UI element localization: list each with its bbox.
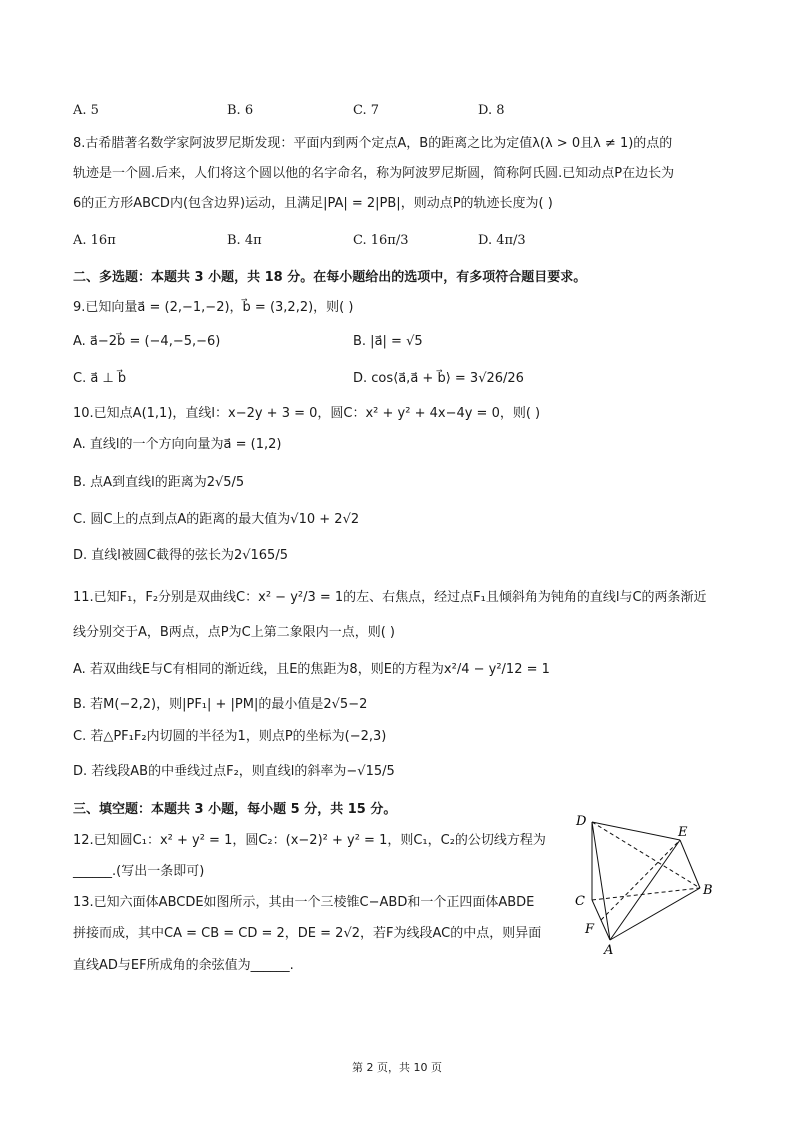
q11-option-a: A. 若双曲线E与C有相同的渐近线，且E的焦距为8，则E的方程为x²/4 − y²/12 = 1 xyxy=(73,662,550,677)
q13-line-1: 13.已知六面体ABCDE如图所示，其由一个三棱锥C−ABD和一个正四面体ABDE xyxy=(73,895,535,910)
label-a: A xyxy=(604,943,614,958)
label-f: F xyxy=(585,922,595,937)
q7-option-a: A. 5 xyxy=(73,103,99,118)
q8-option-b: B. 4π xyxy=(227,233,262,248)
q8-option-c: C. 16π/3 xyxy=(353,233,409,248)
q8-line-2: 轨迹是一个圆.后来，人们将这个圆以他的名字命名，称为阿波罗尼斯圆，简称阿氏圆.已知动点P在边长为 xyxy=(73,166,675,181)
q7-option-b: B. 6 xyxy=(227,103,254,118)
label-c: C xyxy=(575,894,585,909)
label-e: E xyxy=(678,825,688,840)
label-d: D xyxy=(576,814,587,829)
q10-stem: 10.已知点A(1,1)，直线l：x−2y + 3 = 0，圆C：x² + y² + 4x−4y = 0，则( ) xyxy=(73,406,541,421)
q10-option-a: A. 直线l的一个方向向量为a⃗ = (1,2) xyxy=(73,437,282,452)
page-footer: 第 2 页，共 10 页 xyxy=(352,1061,442,1074)
q11-option-d: D. 若线段AB的中垂线过点F₂，则直线l的斜率为−√15/5 xyxy=(73,764,395,779)
q10-option-c: C. 圆C上的点到点A的距离的最大值为√10 + 2√2 xyxy=(73,512,360,527)
q9-option-d: D. cos⟨a⃗,a⃗ + b⃗⟩ = 3√26/26 xyxy=(353,371,524,386)
edge-de xyxy=(592,822,680,840)
edge-da xyxy=(592,822,610,940)
q10-option-b: B. 点A到直线l的距离为2√5/5 xyxy=(73,475,245,490)
q13-line-2: 拼接而成，其中CA = CB = CD = 2，DE = 2√2，若F为线段AC的中点，则异面 xyxy=(73,926,542,941)
q9-option-c: C. a⃗ ⊥ b⃗ xyxy=(73,371,127,386)
q9-stem: 9.已知向量a⃗ = (2,−1,−2)，b⃗ = (3,2,2)，则( ) xyxy=(73,300,354,315)
edge-ba xyxy=(610,888,700,940)
q9-option-a: A. a⃗−2b⃗ = (−4,−5,−6) xyxy=(73,334,221,349)
q11-line-1: 11.已知F₁，F₂分别是双曲线C：x² − y²/3 = 1的左、右焦点，经过点F₁且倾斜角为钝角的直线l与C的两条渐近 xyxy=(73,590,707,605)
edge-ea xyxy=(610,840,680,940)
q8-option-a: A. 16π xyxy=(73,233,116,248)
q7-option-d: D. 8 xyxy=(478,103,505,118)
q12-line-2: ______.(写出一条即可) xyxy=(73,864,205,879)
q8-option-d: D. 4π/3 xyxy=(478,233,526,248)
q11-option-b: B. 若M(−2,2)，则|PF₁| + |PM|的最小值是2√5−2 xyxy=(73,697,368,712)
q10-option-d: D. 直线l被圆C截得的弦长为2√165/5 xyxy=(73,548,288,563)
q8-line-1: 8.古希腊著名数学家阿波罗尼斯发现：平面内到两个定点A，B的距离之比为定值λ(λ > 0且λ ≠ 1)的点的 xyxy=(73,136,673,151)
q13-line-3: 直线AD与EF所成角的余弦值为______. xyxy=(73,958,294,973)
section-3-heading: 三、填空题：本题共 3 小题，每小题 5 分，共 15 分。 xyxy=(73,802,397,817)
q9-option-b: B. |a⃗| = √5 xyxy=(353,334,423,349)
section-2-heading: 二、多选题：本题共 3 小题，共 18 分。在每小题给出的选项中，有多项符合题目要求。 xyxy=(73,270,587,285)
q11-option-c: C. 若△PF₁F₂内切圆的半径为1，则点P的坐标为(−2,3) xyxy=(73,729,387,744)
q7-option-c: C. 7 xyxy=(353,103,380,118)
q12-line-1: 12.已知圆C₁：x² + y² = 1，圆C₂：(x−2)² + y² = 1，则C₁，C₂的公切线方程为 xyxy=(73,833,546,848)
hexahedron-figure xyxy=(570,808,720,958)
q11-line-2: 线分别交于A，B两点，点P为C上第二象限内一点，则( ) xyxy=(73,625,396,640)
label-b: B xyxy=(703,883,713,898)
edge-cb xyxy=(592,888,700,900)
edge-eb xyxy=(680,840,700,888)
q8-line-3: 6的正方形ABCD内(包含边界)运动，且满足|PA| = 2|PB|，则动点P的轨迹长度为( ) xyxy=(73,196,553,211)
